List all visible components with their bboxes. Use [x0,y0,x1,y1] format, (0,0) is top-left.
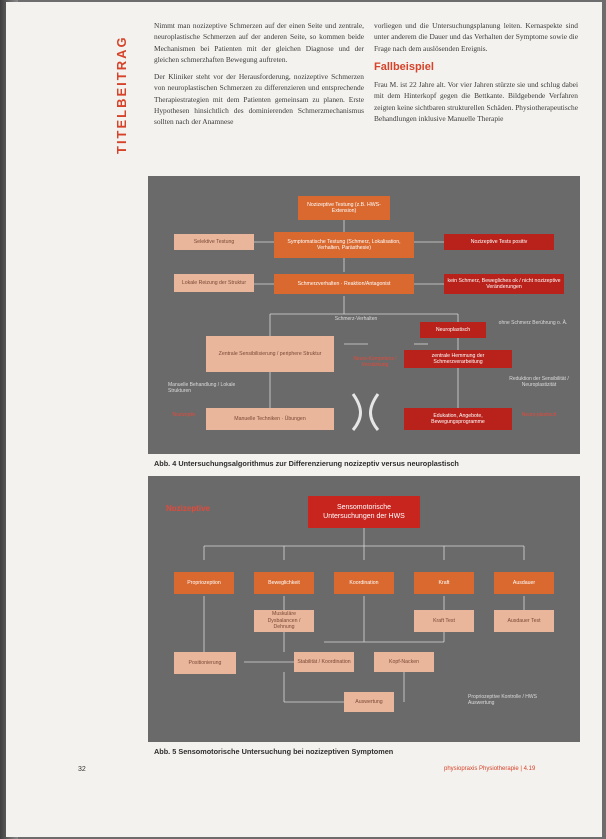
diagram-box: Positionierung [174,652,236,674]
side-label-text: TITELBEITRAG [114,35,129,154]
diagram-box: Lokale Reizung der Struktur [174,274,254,292]
diagram-box: Zentrale Sensibilisierung / periphere Struktur [206,336,334,372]
section-heading: Fallbeispiel [374,60,434,73]
diagram-box: Edukation, Angebote, Bewegungsprogramme [404,408,512,430]
paragraph: vorliegen und die Untersuchungsplanung leiten. Kernaspekte sind unter anderem die Dauer und das Verhalten der Symptome sowie die Frage nach dem auslösenden Ereignis. [374,21,578,53]
text-column-left [154,20,364,134]
diagram-label: ohne Schmerz Berührung o. Ä. [498,320,568,326]
page-number: 32 [78,766,86,773]
magazine-page [6,2,602,837]
section-side-label [106,14,130,154]
text-column-right [374,20,578,130]
diagram-box-category: Kraft [414,572,474,594]
diagram-box-start: Nozizeptive Testung (z.B. HWS-Extension) [298,196,390,220]
diagram-note: Propriozeptive Kontrolle / HWS Auswertung [468,694,537,706]
diagram-label: Manuelle Behandlung / Lokale Strukturen [168,382,236,394]
paragraph: Der Kliniker steht vor der Herausforderung, nozizeptive Schmerzen von neuroplastischen Schmerzen zu differenzieren und entsprechende Therapiestrategien mit dem Patienten gemeinsam zu planen. Erste Hypothesen hinsichtlich des dominierenden Schmerzmechanismus sollten nach der Anamnese [154,72,364,127]
diagram-box: Auswertung [344,692,394,712]
diagram-box: Selektive Testung [174,234,254,250]
figure-caption: Abb. 5 Sensomotorische Untersuchung bei nozizeptiven Symptomen [154,747,394,756]
diagram-box: Schmerzverhalten · Reaktion/Antagonist [274,274,414,294]
figure-algorithm-diagram [148,176,580,454]
diagram-box: Nozizeptive Tests positiv [444,234,554,250]
diagram-box: Neuroplastisch [420,322,486,338]
diagram-box: Kopf-Nacken [374,652,434,672]
diagram-label: Schmerz-Verhalten [334,316,378,322]
diagram-section-label: Nozizeptive [166,504,211,513]
diagram-box-start: Sensomotorische Untersuchungen der HWS [308,496,420,528]
figure-sensomotoric-diagram [148,476,580,742]
diagram-box: Muskuläre Dysbalancen / Dehnung [254,610,314,632]
diagram-label-nozizeptiv: Nozizeptiv [172,412,196,418]
diagram-box-category: Ausdauer [494,572,554,594]
diagram-box: zentrale Hemmung der Schmerzverarbeitung [404,350,512,368]
diagram-box: Symptomatische Testung (Schmerz, Lokalisation, Verhalten, Parästhesie) [274,232,414,258]
diagram-box-category: Beweglichkeit [254,572,314,594]
diagram-box: Manuelle Techniken · Übungen [206,408,334,430]
diagram-box: kein Schmerz, Bewegliches ok / nicht nozizeptive Veränderungen [444,274,564,294]
paragraph: Frau M. ist 22 Jahre alt. Vor vier Jahren stürzte sie und schlug dabei mit dem Hinterkopf gegen die Bettkante. Bildgebende Verfahren zeigten keine sichtbaren strukturellen Schäden. Physiotherapeutische Behandlungen inklusive Manuelle Therapie [374,80,578,124]
journal-footer: physiopraxis Physiotherapie | 4.19 [444,766,536,772]
figure-caption: Abb. 4 Untersuchungsalgorithmus zur Differenzierung nozizeptiv versus neuroplastisch [154,459,459,468]
diagram-box-category: Koordination [334,572,394,594]
diagram-label-neuroplastisch: Neuro-plastisch [521,412,557,418]
diagram-label: Reduktion der Sensibilität / Neuroplastizität [509,376,569,388]
diagram-box: Stabilität / Koordination [294,652,354,672]
paragraph: Nimmt man nozizeptive Schmerzen auf der einen Seite und zentrale, neuroplastische Schmerzen auf der anderen Seite, so kommen beide Mechanismen bei Patienten mit der gleichen Diagnose und der gleichen schmerzhaften Bewegung auftreten. [154,21,364,64]
diagram-label: Neuro-Kompetenz / Verstärkung [353,356,397,368]
diagram-box-category: Propriozeption [174,572,234,594]
diagram-box: Ausdauer Test [494,610,554,632]
diagram-box: Kraft Test [414,610,474,632]
